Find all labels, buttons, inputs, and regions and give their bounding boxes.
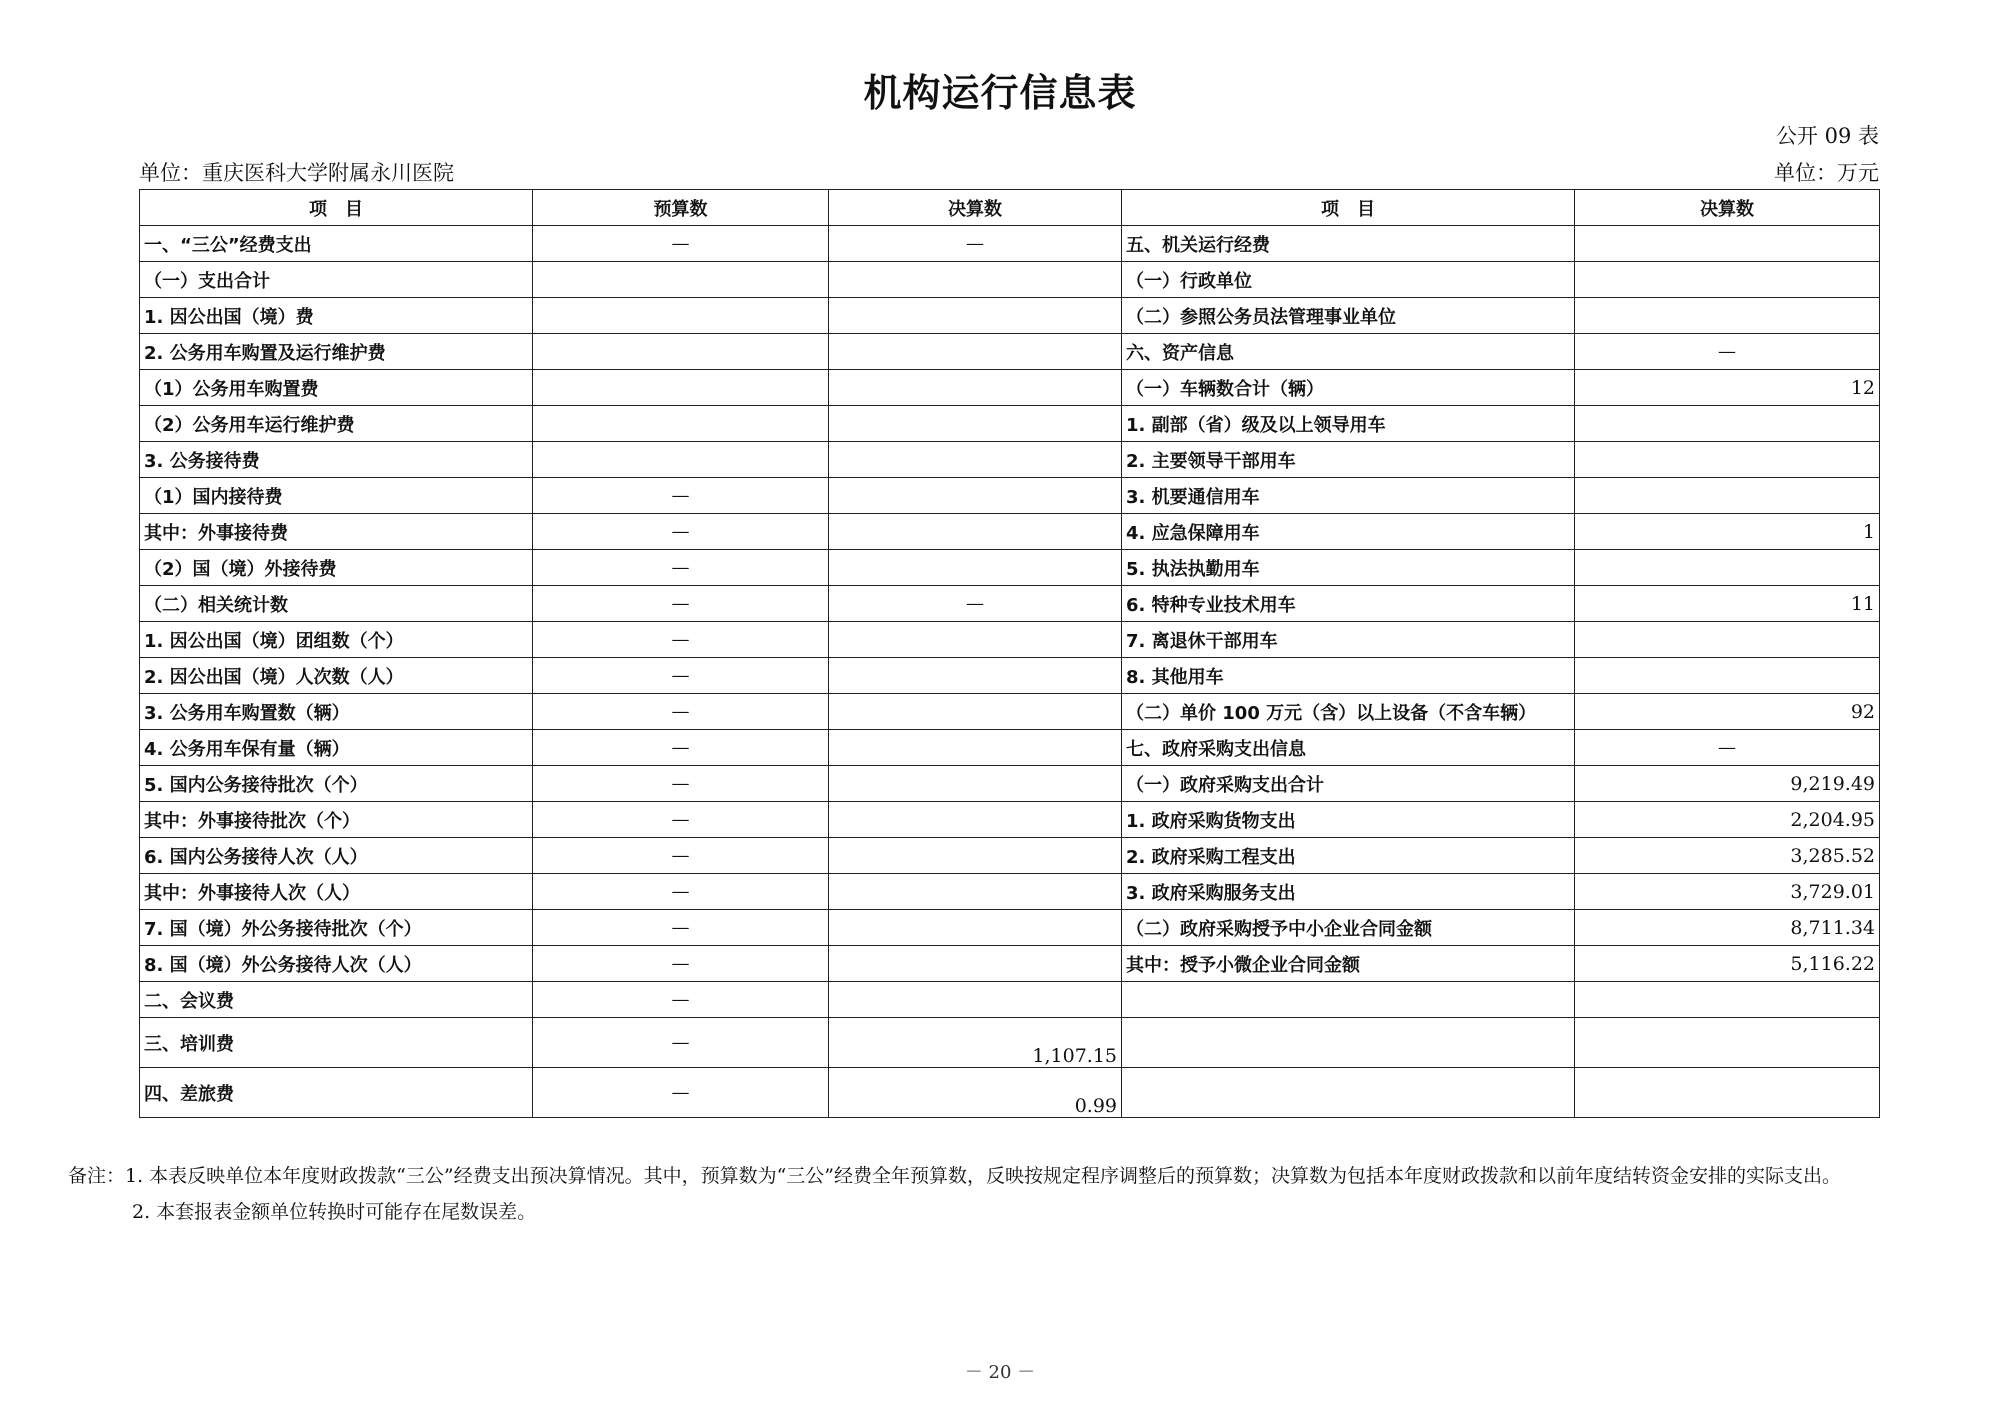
row-label-right bbox=[1122, 1068, 1575, 1118]
row-label-left: 4. 公务用车保有量（辆） bbox=[140, 730, 533, 766]
row-budget: — bbox=[533, 514, 829, 550]
row-final-right: 2,204.95 bbox=[1575, 802, 1880, 838]
table-header-row bbox=[140, 190, 1880, 226]
row-final-right bbox=[1575, 550, 1880, 586]
unit-currency: 单位：万元 bbox=[1774, 161, 1879, 185]
row-label-right: 六、资产信息 bbox=[1122, 334, 1575, 370]
row-label-left: 3. 公务接待费 bbox=[140, 442, 533, 478]
row-label-right: 五、机关运行经费 bbox=[1122, 226, 1575, 262]
row-label-right: 7. 离退休干部用车 bbox=[1122, 622, 1575, 658]
table-row bbox=[140, 766, 1880, 802]
row-final bbox=[829, 730, 1122, 766]
row-label-left: 其中：外事接待人次（人） bbox=[140, 874, 533, 910]
row-final-right bbox=[1575, 478, 1880, 514]
row-label-left: 三、培训费 bbox=[140, 1018, 533, 1068]
table-row bbox=[140, 406, 1880, 442]
row-label-right: 5. 执法执勤用车 bbox=[1122, 550, 1575, 586]
row-final-right bbox=[1575, 262, 1880, 298]
row-label-left: （一）支出合计 bbox=[140, 262, 533, 298]
row-label-right: 1. 副部（省）级及以上领导用车 bbox=[1122, 406, 1575, 442]
row-budget bbox=[533, 442, 829, 478]
row-label-right: （二）政府采购授予中小企业合同金额 bbox=[1122, 910, 1575, 946]
table-row bbox=[140, 1068, 1880, 1118]
row-final bbox=[829, 694, 1122, 730]
row-budget: — bbox=[533, 838, 829, 874]
row-final-right bbox=[1575, 1018, 1880, 1068]
table-row bbox=[140, 262, 1880, 298]
row-label-left: 1. 因公出国（境）费 bbox=[140, 298, 533, 334]
row-label-left: 2. 公务用车购置及运行维护费 bbox=[140, 334, 533, 370]
row-label-left: 四、差旅费 bbox=[140, 1068, 533, 1118]
row-final bbox=[829, 982, 1122, 1018]
row-budget: — bbox=[533, 1018, 829, 1068]
table-row bbox=[140, 226, 1880, 262]
table-row bbox=[140, 874, 1880, 910]
row-final bbox=[829, 874, 1122, 910]
header-final-left: 决算数 bbox=[829, 190, 1122, 226]
table-row bbox=[140, 982, 1880, 1018]
row-label-left: （二）相关统计数 bbox=[140, 586, 533, 622]
row-label-right: 七、政府采购支出信息 bbox=[1122, 730, 1575, 766]
table-row bbox=[140, 1018, 1880, 1068]
table-row bbox=[140, 514, 1880, 550]
row-budget: — bbox=[533, 694, 829, 730]
row-label-left: 2. 因公出国（境）人次数（人） bbox=[140, 658, 533, 694]
row-label-right: （一）车辆数合计（辆） bbox=[1122, 370, 1575, 406]
row-label-right: （二）参照公务员法管理事业单位 bbox=[1122, 298, 1575, 334]
table-row bbox=[140, 298, 1880, 334]
table-row bbox=[140, 586, 1880, 622]
row-label-right bbox=[1122, 1018, 1575, 1068]
unit-name: 单位：重庆医科大学附属永川医院 bbox=[139, 161, 454, 185]
table-row bbox=[140, 946, 1880, 982]
table-row bbox=[140, 622, 1880, 658]
row-final bbox=[829, 442, 1122, 478]
row-label-right: 3. 政府采购服务支出 bbox=[1122, 874, 1575, 910]
row-final-right bbox=[1575, 442, 1880, 478]
row-label-left: 8. 国（境）外公务接待人次（人） bbox=[140, 946, 533, 982]
row-final bbox=[829, 370, 1122, 406]
row-label-right: 3. 机要通信用车 bbox=[1122, 478, 1575, 514]
row-label-left: 5. 国内公务接待批次（个） bbox=[140, 766, 533, 802]
institution-operation-table bbox=[139, 189, 1880, 1118]
row-label-right: 其中：授予小微企业合同金额 bbox=[1122, 946, 1575, 982]
row-final: 0.99 bbox=[829, 1068, 1122, 1118]
row-final-right: 9,219.49 bbox=[1575, 766, 1880, 802]
row-budget: — bbox=[533, 910, 829, 946]
row-budget: — bbox=[533, 730, 829, 766]
table-row bbox=[140, 694, 1880, 730]
row-label-right: （二）单价 100 万元（含）以上设备（不含车辆） bbox=[1122, 694, 1575, 730]
row-final-right: 5,116.22 bbox=[1575, 946, 1880, 982]
row-label-left: 1. 因公出国（境）团组数（个） bbox=[140, 622, 533, 658]
row-budget: — bbox=[533, 802, 829, 838]
row-final-right: 8,711.34 bbox=[1575, 910, 1880, 946]
table-row bbox=[140, 838, 1880, 874]
row-label-right bbox=[1122, 982, 1575, 1018]
row-budget: — bbox=[533, 946, 829, 982]
table-row bbox=[140, 802, 1880, 838]
row-final bbox=[829, 334, 1122, 370]
row-final bbox=[829, 658, 1122, 694]
row-budget: — bbox=[533, 766, 829, 802]
page-number: － 20 － bbox=[964, 1362, 1036, 1383]
table-row bbox=[140, 550, 1880, 586]
row-final-right bbox=[1575, 406, 1880, 442]
row-final-right bbox=[1575, 982, 1880, 1018]
note-line-1: 备注：1. 本表反映单位本年度财政拨款“三公”经费支出预决算情况。其中，预算数为“三公”经费全年预算数，反映按规定程序调整后的预算数；决算数为包括本年度财政拨款和以前年度结转资金安排的实际支出。 bbox=[68, 1165, 1842, 1187]
row-label-right: （一）政府采购支出合计 bbox=[1122, 766, 1575, 802]
row-final bbox=[829, 946, 1122, 982]
table-row bbox=[140, 730, 1880, 766]
row-final: — bbox=[829, 586, 1122, 622]
row-budget: — bbox=[533, 550, 829, 586]
row-budget: — bbox=[533, 622, 829, 658]
row-budget bbox=[533, 370, 829, 406]
row-final bbox=[829, 262, 1122, 298]
row-final-right: 1 bbox=[1575, 514, 1880, 550]
row-final bbox=[829, 910, 1122, 946]
row-final-right: 12 bbox=[1575, 370, 1880, 406]
row-final-right: 3,729.01 bbox=[1575, 874, 1880, 910]
row-final-right: 3,285.52 bbox=[1575, 838, 1880, 874]
row-budget bbox=[533, 262, 829, 298]
row-budget: — bbox=[533, 478, 829, 514]
row-budget bbox=[533, 406, 829, 442]
row-final bbox=[829, 514, 1122, 550]
row-final: — bbox=[829, 226, 1122, 262]
page-title: 机构运行信息表 bbox=[863, 71, 1137, 115]
row-final bbox=[829, 838, 1122, 874]
row-final bbox=[829, 550, 1122, 586]
row-label-left: （2）国（境）外接待费 bbox=[140, 550, 533, 586]
row-budget: — bbox=[533, 874, 829, 910]
row-label-right: 6. 特种专业技术用车 bbox=[1122, 586, 1575, 622]
row-label-left: （1）公务用车购置费 bbox=[140, 370, 533, 406]
table-row bbox=[140, 910, 1880, 946]
row-final-right bbox=[1575, 298, 1880, 334]
row-label-left: （1）国内接待费 bbox=[140, 478, 533, 514]
row-budget: — bbox=[533, 982, 829, 1018]
row-final bbox=[829, 802, 1122, 838]
row-label-left: 7. 国（境）外公务接待批次（个） bbox=[140, 910, 533, 946]
row-final-right: 11 bbox=[1575, 586, 1880, 622]
table-row bbox=[140, 370, 1880, 406]
row-final: 1,107.15 bbox=[829, 1018, 1122, 1068]
table-row bbox=[140, 442, 1880, 478]
row-label-left: 一、“三公”经费支出 bbox=[140, 226, 533, 262]
header-final-right: 决算数 bbox=[1575, 190, 1880, 226]
row-final bbox=[829, 406, 1122, 442]
row-final-right bbox=[1575, 622, 1880, 658]
row-final bbox=[829, 478, 1122, 514]
row-final bbox=[829, 298, 1122, 334]
row-label-left: 6. 国内公务接待人次（人） bbox=[140, 838, 533, 874]
row-label-right: 1. 政府采购货物支出 bbox=[1122, 802, 1575, 838]
row-budget: — bbox=[533, 1068, 829, 1118]
row-final bbox=[829, 622, 1122, 658]
row-label-right: 2. 主要领导干部用车 bbox=[1122, 442, 1575, 478]
row-label-left: 3. 公务用车购置数（辆） bbox=[140, 694, 533, 730]
row-label-left: （2）公务用车运行维护费 bbox=[140, 406, 533, 442]
table-row bbox=[140, 658, 1880, 694]
row-final-right: — bbox=[1575, 730, 1880, 766]
row-final-right bbox=[1575, 1068, 1880, 1118]
header-item-right: 项 目 bbox=[1122, 190, 1575, 226]
row-final-right: — bbox=[1575, 334, 1880, 370]
row-final-right bbox=[1575, 226, 1880, 262]
form-number: 公开 09 表 bbox=[1775, 124, 1879, 148]
row-final-right: 92 bbox=[1575, 694, 1880, 730]
row-budget: — bbox=[533, 226, 829, 262]
row-label-right: 8. 其他用车 bbox=[1122, 658, 1575, 694]
row-budget: — bbox=[533, 658, 829, 694]
row-label-left: 其中：外事接待批次（个） bbox=[140, 802, 533, 838]
row-final-right bbox=[1575, 658, 1880, 694]
row-label-right: 2. 政府采购工程支出 bbox=[1122, 838, 1575, 874]
header-item-left: 项 目 bbox=[140, 190, 533, 226]
row-budget bbox=[533, 298, 829, 334]
row-budget: — bbox=[533, 586, 829, 622]
table-row bbox=[140, 334, 1880, 370]
row-label-right: 4. 应急保障用车 bbox=[1122, 514, 1575, 550]
row-final bbox=[829, 766, 1122, 802]
row-label-left: 二、会议费 bbox=[140, 982, 533, 1018]
row-label-left: 其中：外事接待费 bbox=[140, 514, 533, 550]
row-budget bbox=[533, 334, 829, 370]
notes bbox=[68, 1158, 1948, 1230]
table-row bbox=[140, 478, 1880, 514]
header-budget: 预算数 bbox=[533, 190, 829, 226]
note-line-2: 2. 本套报表金额单位转换时可能存在尾数误差。 bbox=[132, 1201, 537, 1223]
row-label-right: （一）行政单位 bbox=[1122, 262, 1575, 298]
